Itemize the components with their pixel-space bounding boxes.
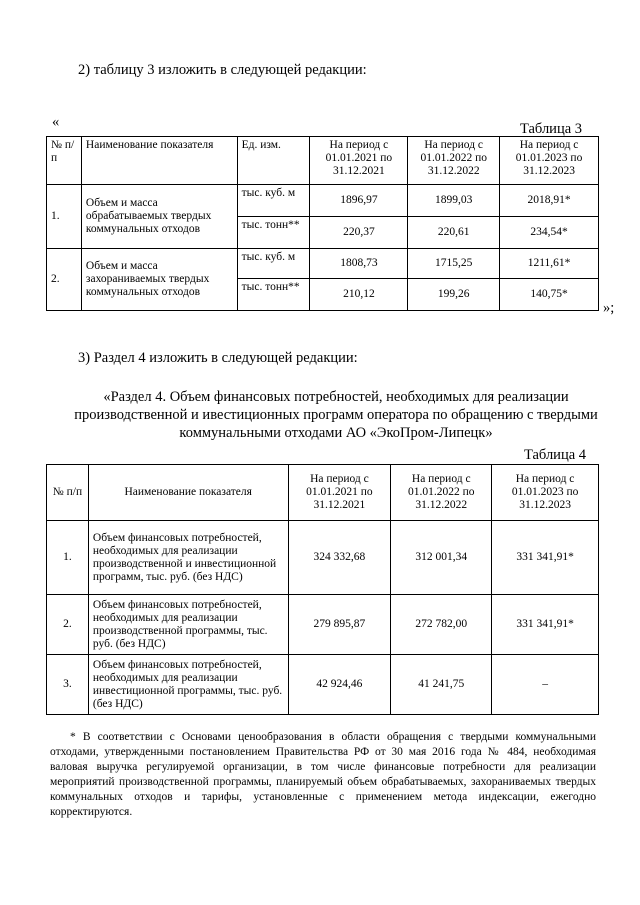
unit: тыс. куб. м — [237, 249, 310, 279]
table-row — [47, 521, 599, 595]
value-cell: 1808,73 — [310, 249, 408, 279]
value-cell: 272 782,00 — [391, 595, 492, 655]
item-3-text: 3) Раздел 4 изложить в следующей редакции: — [78, 350, 358, 366]
table-3-header-unit: Ед. изм. — [237, 137, 310, 185]
table-row — [47, 249, 599, 279]
open-quote: « — [52, 114, 60, 130]
table-3 — [46, 136, 599, 311]
table-row — [47, 595, 599, 655]
item-2-text: 2) таблицу 3 изложить в следующей редакции: — [78, 62, 367, 78]
value-cell: 1211,61* — [500, 249, 599, 279]
indicator-name: Объем финансовых потребностей, необходимых для реализации инвестиционной программы, тыс. руб. (без НДС) — [88, 655, 288, 715]
indicator-name: Объем и масса обрабатываемых твердых коммунальных отходов — [81, 185, 237, 249]
table-3-header-2023: На период с 01.01.2023 по 31.12.2023 — [500, 137, 599, 185]
table-3-header-name: Наименование показателя — [81, 137, 237, 185]
value-cell: 1715,25 — [408, 249, 500, 279]
value-cell: 220,61 — [408, 217, 500, 249]
value-cell: 331 341,91* — [492, 521, 599, 595]
value-cell: 140,75* — [500, 279, 599, 311]
footnote: * В соответствии с Основами ценообразования в области обращения с твердыми коммунальными отходами, утвержденными постановлением Правительства РФ от 30 мая 2016 года № 484, необходимая валовая выручка регулируемой организации, в том числе финансовые потребности для реализации мероприятий производственной программы, планируемый объем обрабатываемых, захораниваемых твердых коммунальных отходов и тарифы, установленные с применением метода индексации, ежегодно корректируются. — [50, 731, 596, 818]
value-cell: 331 341,91* — [492, 595, 599, 655]
row-number: 2. — [47, 249, 82, 311]
table-4-header-2022: На период с 01.01.2022 по 31.12.2022 — [391, 465, 492, 521]
row-number: 1. — [47, 521, 89, 595]
indicator-name: Объем финансовых потребностей, необходимых для реализации производственной и инвестиционной программ, тыс. руб. (без НДС) — [88, 521, 288, 595]
value-cell: 279 895,87 — [288, 595, 391, 655]
table-row — [47, 655, 599, 715]
value-cell: 42 924,46 — [288, 655, 391, 715]
value-cell: 210,12 — [310, 279, 408, 311]
table-4-header-2023: На период с 01.01.2023 по 31.12.2023 — [492, 465, 599, 521]
value-cell: 199,26 — [408, 279, 500, 311]
unit: тыс. тонн** — [237, 217, 310, 249]
indicator-name: Объем финансовых потребностей, необходимых для реализации производственной программы, тыс. руб. (без НДС) — [88, 595, 288, 655]
row-number: 1. — [47, 185, 82, 249]
value-cell: 312 001,34 — [391, 521, 492, 595]
table-4-header-row — [47, 465, 599, 521]
value-cell: 220,37 — [310, 217, 408, 249]
table-3-header-2022: На период с 01.01.2022 по 31.12.2022 — [408, 137, 500, 185]
table-3-header-row — [47, 137, 599, 185]
section-4-title: «Раздел 4. Объем финансовых потребностей, необходимых для реализации производственной и ивестиционных программ оператора по обращению с твердыми коммунальными отходами АО «ЭкоПром-Липецк» — [74, 389, 598, 441]
table-4-header-name: Наименование показателя — [88, 465, 288, 521]
unit: тыс. куб. м — [237, 185, 310, 217]
unit: тыс. тонн** — [237, 279, 310, 311]
table-4-header-num: № п/п — [47, 465, 89, 521]
table-4-caption: Таблица 4 — [524, 447, 587, 463]
value-cell: 1896,97 — [310, 185, 408, 217]
table-3-header-num: № п/п — [47, 137, 82, 185]
row-number: 3. — [47, 655, 89, 715]
value-cell: 234,54* — [500, 217, 599, 249]
row-number: 2. — [47, 595, 89, 655]
indicator-name: Объем и масса захораниваемых твердых коммунальных отходов — [81, 249, 237, 311]
value-cell: 324 332,68 — [288, 521, 391, 595]
value-cell: – — [492, 655, 599, 715]
value-cell: 1899,03 — [408, 185, 500, 217]
table-3-caption: Таблица 3 — [520, 121, 583, 137]
table-3-header-2021: На период с 01.01.2021 по 31.12.2021 — [310, 137, 408, 185]
value-cell: 2018,91* — [500, 185, 599, 217]
value-cell: 41 241,75 — [391, 655, 492, 715]
table-4-header-2021: На период с 01.01.2021 по 31.12.2021 — [288, 465, 391, 521]
table-row — [47, 185, 599, 217]
close-quote: »; — [603, 300, 615, 316]
table-4 — [46, 464, 599, 715]
